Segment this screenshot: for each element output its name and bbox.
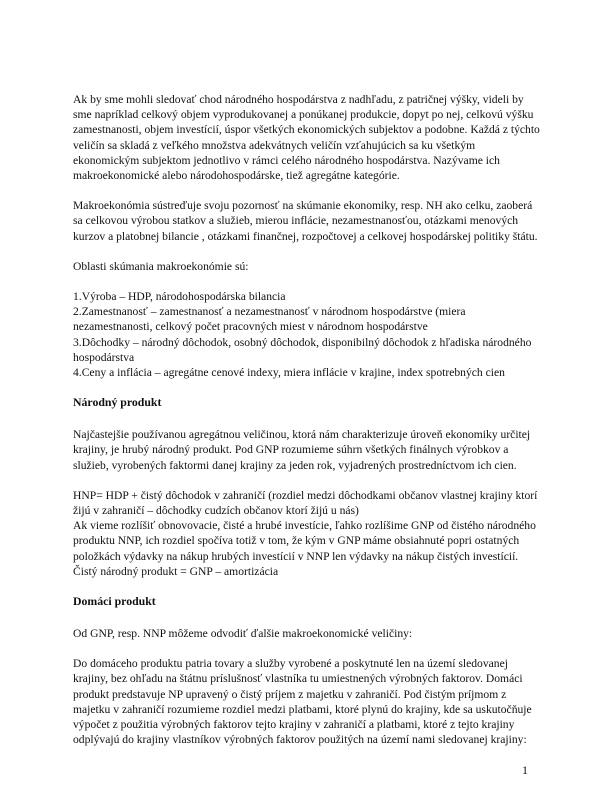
areas-list-item: 3.Dôchodky – národný dôchodok, osobný dôchodok, disponibilný dôchodok z hľadiska národného hospodárstva — [73, 335, 532, 364]
areas-title: Oblasti skúmania makroekonómie sú: — [73, 259, 249, 273]
document-body — [73, 92, 543, 763]
hnp-formula-paragraph: HNP= HDP + čistý dôchodok v zahraničí (rozdiel medzi dôchodkami občanov vlastnej krajiny ktorí žijú v zahraničí – dôchodky cudzích občanov ktorí žijú u nás) — [73, 488, 538, 518]
areas-list-item: 2.Zamestnanosť – zamestnanosť a nezamestnanosť v národnom hospodárstve (miera nezamestnanosti, celkový počet pracovných miest v národnom hospodárstve — [73, 305, 466, 334]
areas-list — [73, 289, 543, 380]
areas-list-item: 4.Ceny a inflácia – agregátne cenové indexy, miera inflácie v krajine, index spotrebných cien — [73, 366, 505, 380]
domaci-produkt-intro: Od GNP, resp. NNP môžeme odvodiť ďalšie makroekonomické veličiny: — [73, 627, 413, 641]
investment-paragraph: Ak vieme rozlíšiť obnovovacie, čisté a hrubé investície, ľahko rozlíšime GNP od čistého národného produktu NNP, ich rozdiel spočíva totiž v tom, že kým v GNP máme obsiahnuté popri ostatných položkách výdavky na nákup hrubých investícií v NNP len výdavky na nákup čistých investícií. Čistý národný produkt = GNP – amortizácia — [73, 519, 536, 578]
domaci-produkt-paragraph: Do domáceho produktu patria tovary a služby vyrobené a poskytnuté len na území sledovanej krajiny, bez ohľadu na štátnu príslušnosť vlastníka tu umiestnených výrobných faktorov. Domáci produkt predstavuje NP upravený o čistý príjem z majetku v zahraničí. Pod čistým príjmom z majetku v zahraničí rozumieme rozdiel medzi platbami, ktoré plynú do krajiny, kde sa uskutočňuje výpočet z použitia výrobných faktorov tejto krajiny v zahraničí a platbami, ktoré z tejto krajiny odplývajú do krajiny vlastníkov výrobných faktorov použitých na území nami sledovanej krajiny: — [73, 657, 532, 747]
intro-paragraph: Ak by sme mohli sledovať chod národného hospodárstva z nadhľadu, z patričnej výšky, videli by sme napríklad celkový objem vyprodukovanej a ponúkanej produkcie, dopyt po nej, celkovú výšku zamestnanosti, objem investícií, úspor všetkých ekonomických subjektov a podobne. Každá z týchto veličín sa skladá z veľkého množstva adekvátnych veličín vzťahujúcich sa ku všetkým ekonomickým subjektom jednotlivo v rámci celého národného hospodárstva. Nazývame ich makroekonomické alebo národohospodárske, tiež agregátne kategórie. — [73, 93, 540, 183]
macroeconomics-paragraph: Makroekonómia sústreďuje svoju pozornosť na skúmanie ekonomiky, resp. NH ako celku, zaoberá sa celkovou výrobou statkov a služieb, mierou inflácie, nezamestnanosťou, otázkami menových kurzov a platobnej bilancie , otázkami finančnej, rozpočtovej a celkovej hospodárskej politiky štátu. — [73, 199, 538, 243]
heading-narodny-produkt: Národný produkt — [73, 395, 162, 410]
page-number: 1 — [522, 763, 528, 777]
areas-list-item: 1.Výroba – HDP, národohospodárska bilancia — [73, 290, 286, 304]
narodny-produkt-paragraph: Najčastejšie používanou agregátnou veličinou, ktorá nám charakterizuje úroveň ekonomiky určitej krajiny, je hrubý národný produkt. Pod GNP rozumieme súhrn všetkých finálnych výrobkov a služieb, vyrobených faktormi danej krajiny za jeden rok, vyjadrených prostredníctvom ich cien. — [73, 428, 531, 472]
heading-domaci-produkt: Domáci produkt — [73, 594, 156, 609]
